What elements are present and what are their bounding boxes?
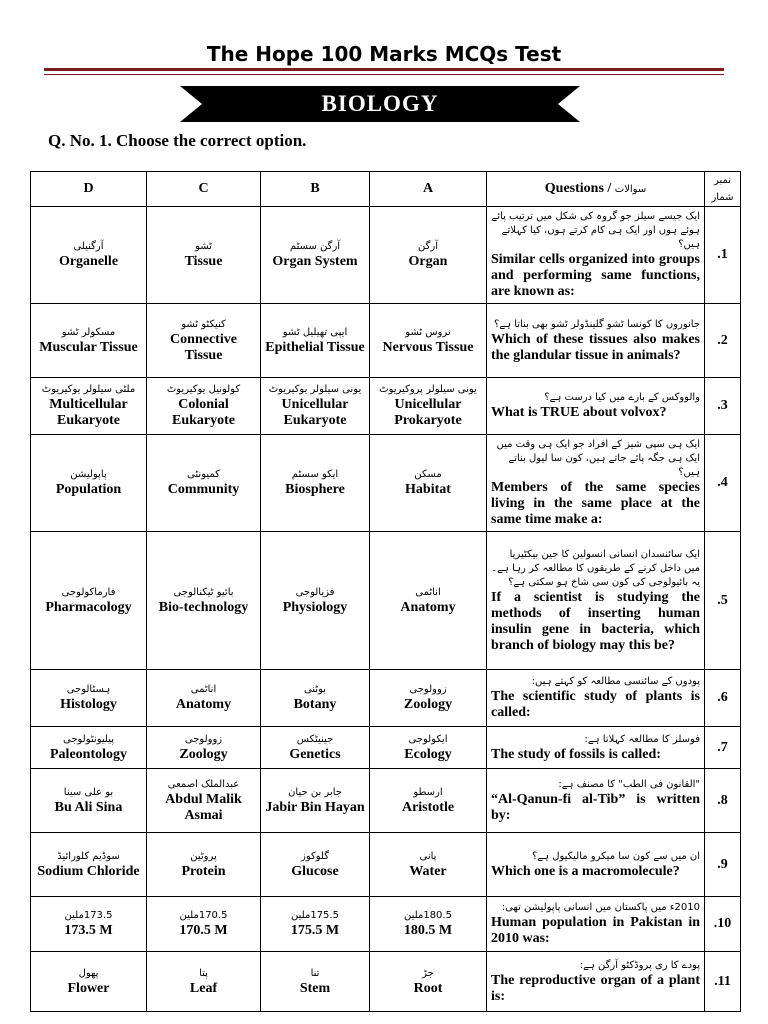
option-a-urdu: پانی (419, 850, 437, 862)
table-row (31, 952, 741, 1012)
option-c-english: Leaf (189, 980, 218, 996)
table-header-row (31, 172, 741, 207)
option-b-english: Glucose (291, 863, 339, 879)
option-d (31, 727, 147, 769)
option-a-urdu: مسکن (414, 469, 442, 480)
option-d (31, 207, 147, 304)
option-a-english: Habitat (405, 482, 451, 497)
option-a (370, 952, 487, 1012)
question-cell (487, 435, 705, 532)
table-row (31, 207, 741, 304)
option-b (261, 833, 370, 897)
option-b-english: Jabir Bin Hayan (265, 799, 365, 815)
question-number: .8 (705, 769, 741, 833)
table-row (31, 378, 741, 435)
question-number: .3 (705, 378, 741, 435)
option-d-english: Organelle (58, 254, 119, 269)
title-rule-thin (44, 74, 724, 75)
option-c-urdu: 170.5ملین (179, 910, 228, 921)
question-cell (487, 207, 705, 304)
title-rule-thick (44, 68, 724, 71)
option-c-english: 170.5 M (179, 923, 228, 938)
option-b (261, 897, 370, 952)
option-b-urdu: فزیالوجی (295, 586, 335, 598)
option-a (370, 727, 487, 769)
option-c-english: Community (167, 482, 240, 497)
option-b-english: Unicellular Eukaryote (281, 397, 349, 428)
option-c (147, 769, 261, 833)
table-row (31, 304, 741, 378)
option-b-urdu: جینیٹکس (296, 733, 334, 745)
questions-header-label: Questions / (544, 180, 612, 196)
option-d-english: 173.5 M (64, 923, 113, 938)
option-a-urdu: جڑ (422, 967, 434, 979)
option-a (370, 435, 487, 532)
question-cell (487, 952, 705, 1012)
option-c-urdu: کولونیل یوکیریوٹ (166, 384, 241, 395)
option-a-english: Root (413, 980, 443, 996)
option-b-english: 175.5 M (290, 923, 340, 938)
option-b-english: Epithelial Tissue (265, 339, 365, 355)
question-number: .1 (705, 207, 741, 304)
question-number: .2 (705, 304, 741, 378)
question-urdu: ان میں سے کون سا میکرو مالیکیول ہے؟ (531, 850, 700, 862)
option-d-urdu: پھول (78, 967, 99, 979)
option-d-urdu: آرگنیلی (73, 241, 104, 252)
option-d-english: Sodium Chloride (37, 863, 140, 879)
option-a-urdu: زوولوجی (409, 684, 447, 695)
option-d-urdu: ملٹی سیلولر یوکیریوٹ (41, 384, 136, 395)
column-questions-header (487, 172, 705, 207)
table-row (31, 769, 741, 833)
question-number: .11 (705, 952, 741, 1012)
option-a-urdu: 180.5ملین (404, 910, 452, 921)
option-a (370, 897, 487, 952)
question-cell (487, 532, 705, 670)
option-c-urdu: عبدالملک اصمعی (167, 778, 240, 790)
option-b (261, 727, 370, 769)
option-c-urdu: اناٹمی (190, 684, 217, 695)
option-b-urdu: گلوکوز (301, 850, 329, 862)
option-d-urdu: بو علی سینا (63, 786, 114, 798)
column-number-header (705, 172, 741, 207)
option-d-urdu: 173.5ملین (64, 910, 113, 921)
option-d (31, 304, 147, 378)
question-number: .7 (705, 727, 741, 769)
option-b-english: Stem (299, 980, 331, 996)
option-a-urdu: اناٹمی (415, 586, 441, 598)
question-english: The scientific study of plants is called: (491, 689, 700, 720)
option-d-english: Multicellular Eukaryote (49, 397, 128, 428)
option-a (370, 304, 487, 378)
option-b-urdu: 175.5ملین (291, 910, 339, 921)
question-cell (487, 833, 705, 897)
table-row (31, 727, 741, 769)
table-row (31, 833, 741, 897)
option-a (370, 670, 487, 727)
question-number: .6 (705, 670, 741, 727)
option-b-urdu: جابر بن حیان (288, 786, 342, 798)
option-b-urdu: تنا (310, 967, 320, 979)
question-english: The study of fossils is called: (491, 746, 661, 762)
option-c-urdu: کمیونٹی (187, 469, 220, 480)
option-c (147, 897, 261, 952)
question-urdu: فوسلز کا مطالعہ کہلاتا ہے: (584, 733, 700, 745)
column-a-header: A (370, 172, 487, 207)
option-b-urdu: ایکو سسٹم (291, 469, 339, 480)
option-d-english: Population (55, 482, 122, 497)
question-english: “Al-Qanun-fi al-Tib” is written by: (491, 791, 700, 823)
option-b-urdu: یونی سیلولر یوکیریوٹ (268, 384, 362, 395)
table-row (31, 897, 741, 952)
number-header-urdu: نمبر شمار (711, 175, 734, 203)
instruction-heading: Q. No. 1. Choose the correct option. (48, 131, 307, 150)
option-d (31, 833, 147, 897)
page-title: The Hope 100 Marks MCQs Test (206, 42, 562, 66)
table-row (31, 532, 741, 670)
question-english: Which of these tissues also makes the glandular tissue in animals? (491, 331, 700, 363)
column-b-header: B (261, 172, 370, 207)
mcq-table (30, 171, 741, 1012)
option-c-english: Tissue (184, 254, 223, 269)
option-a (370, 378, 487, 435)
option-a-english: Nervous Tissue (382, 339, 474, 355)
table-row (31, 670, 741, 727)
question-cell (487, 304, 705, 378)
question-urdu: پودوں کے سائنسی مطالعہ کو کہتے ہیں: (531, 676, 700, 687)
option-c-urdu: ٹشو (195, 241, 212, 252)
option-d-urdu: فارماکولوجی (61, 586, 116, 598)
option-c-english: Colonial Eukaryote (172, 397, 235, 428)
option-d-english: Bu Ali Sina (54, 799, 123, 815)
question-cell (487, 378, 705, 435)
option-d-english: Paleontology (50, 746, 127, 762)
question-urdu: ایک سائنسدان انسانی انسولین کا جین بیکٹیریا میں داخل کرنے کے طریقوں کا مطالعہ کر رہا ہے۔ یہ بائیولوجی کی کون سی شاخ ہو سکتی ہے؟ (491, 548, 700, 588)
question-urdu: جانوروں کا کونسا ٹشو گلینڈولر ٹشو بھی بناتا ہے؟ (493, 318, 700, 330)
question-cell (487, 670, 705, 727)
question-cell (487, 897, 705, 952)
questions-header-urdu: سوالات (614, 183, 647, 195)
question-english: What is TRUE about volvox? (491, 405, 667, 420)
option-d-english: Pharmacology (45, 599, 132, 615)
question-number: .5 (705, 532, 741, 670)
option-b-english: Biosphere (285, 482, 345, 497)
option-a-urdu: یونی سیلولر پروکیریوٹ (379, 384, 477, 395)
option-a-english: 180.5 M (403, 923, 453, 938)
option-d-urdu: ہسٹالوجی (66, 684, 111, 695)
option-b-english: Botany (293, 697, 337, 712)
question-number: .4 (705, 435, 741, 532)
option-b-english: Genetics (289, 746, 341, 762)
option-a-english: Aristotle (401, 799, 455, 815)
option-d-urdu: مسکولر ٹشو (61, 326, 116, 338)
question-urdu: ایک جیسے سیلز جو گروہ کی شکل میں ترتیب پائے ہوئے ہوں اور ایک ہی کام کرتے ہوں، کیا کہلاتے ہیں؟ (491, 211, 700, 250)
option-b (261, 378, 370, 435)
option-d (31, 435, 147, 532)
option-b-urdu: بوٹنی (303, 684, 327, 695)
question-english: Which one is a macromolecule? (491, 863, 680, 879)
option-c-urdu: پروٹین (190, 850, 217, 862)
option-b-english: Physiology (282, 599, 348, 615)
question-urdu: ایک ہی سپی شیز کے افراد جو ایک ہی وقت میں ایک ہی جگہ پائے جاتے ہیں، کون سا لیول بناتے ہیں؟ (496, 439, 700, 478)
option-b (261, 435, 370, 532)
question-english: If a scientist is studying the methods of inserting human insulin gene in bacteria, which branch of biology may this be? (491, 589, 700, 653)
option-c-urdu: کنیکٹو ٹشو (181, 318, 226, 330)
option-b (261, 952, 370, 1012)
question-cell (487, 727, 705, 769)
option-c (147, 833, 261, 897)
option-d-english: Muscular Tissue (39, 339, 138, 355)
option-d-english: Histology (60, 697, 117, 712)
option-c (147, 378, 261, 435)
column-c-header: C (147, 172, 261, 207)
option-b (261, 207, 370, 304)
question-number: .10 (705, 897, 741, 952)
option-b (261, 670, 370, 727)
column-d-header: D (31, 172, 147, 207)
question-urdu: والووکس کے بارے میں کیا درست ہے؟ (544, 392, 700, 403)
question-english: Human population in Pakistan in 2010 was: (491, 915, 700, 946)
table-row (31, 435, 741, 532)
option-a (370, 769, 487, 833)
option-d-urdu: پیلیونٹولوجی (63, 733, 114, 745)
option-a (370, 833, 487, 897)
option-c (147, 727, 261, 769)
question-urdu: 2010ء میں پاکستان میں انسانی پاپولیشن تھی: (501, 902, 700, 913)
question-urdu: پودے کا ری پروڈکٹو آرگن ہے: (579, 959, 700, 971)
option-b-english: Organ System (272, 254, 358, 269)
option-c-english: Abdul Malik Asmai (165, 791, 242, 823)
option-c-english: Protein (181, 863, 226, 879)
option-a-english: Anatomy (400, 599, 456, 615)
question-cell (487, 769, 705, 833)
option-d (31, 532, 147, 670)
option-b (261, 769, 370, 833)
option-a-english: Organ (408, 254, 448, 269)
option-a-urdu: ارسطو (413, 786, 443, 798)
option-a-urdu: ایکولوجی (408, 733, 448, 745)
option-a-english: Water (409, 863, 447, 879)
question-english: The reproductive organ of a plant is: (491, 972, 700, 1004)
option-d-urdu: سوڈیم کلورائیڈ (57, 850, 120, 862)
question-english: Similar cells organized into groups and performing same functions, are known as: (491, 252, 700, 299)
option-c (147, 207, 261, 304)
option-c (147, 952, 261, 1012)
option-c-english: Anatomy (175, 697, 232, 712)
option-c-urdu: زوولوجی (184, 733, 223, 745)
question-number: .9 (705, 833, 741, 897)
option-a-english: Zoology (403, 697, 453, 712)
option-b (261, 532, 370, 670)
option-c (147, 304, 261, 378)
option-a-urdu: نروس ٹشو (405, 326, 451, 338)
option-c-english: Zoology (179, 746, 228, 762)
option-a-english: Unicellular Prokaryote (394, 397, 462, 428)
option-d (31, 897, 147, 952)
option-a-english: Ecology (404, 746, 452, 762)
option-d (31, 378, 147, 435)
option-d-english: Flower (67, 980, 110, 996)
option-c-english: Connective Tissue (170, 331, 237, 363)
option-b-urdu: ایپی تھیلیل ٹشو (282, 326, 348, 338)
option-d (31, 670, 147, 727)
option-d (31, 769, 147, 833)
option-c (147, 670, 261, 727)
option-d (31, 952, 147, 1012)
option-c-english: Bio-technology (158, 599, 249, 615)
option-b-urdu: آرگن سسٹم (289, 241, 341, 252)
option-a-urdu: آرگن (418, 241, 438, 252)
option-b (261, 304, 370, 378)
option-a (370, 532, 487, 670)
question-urdu: "القانون فی الطب" کا مصنف ہے: (558, 778, 700, 790)
option-c-urdu: بائیو ٹیکنالوجی (173, 586, 234, 598)
option-d-urdu: پاپولیشن (70, 469, 107, 480)
option-c-urdu: پتا (199, 967, 208, 979)
option-c (147, 532, 261, 670)
option-a (370, 207, 487, 304)
question-english: Members of the same species living in the same place at the same time make a: (491, 480, 700, 527)
subject-title: BIOLOGY (321, 91, 439, 116)
option-c (147, 435, 261, 532)
